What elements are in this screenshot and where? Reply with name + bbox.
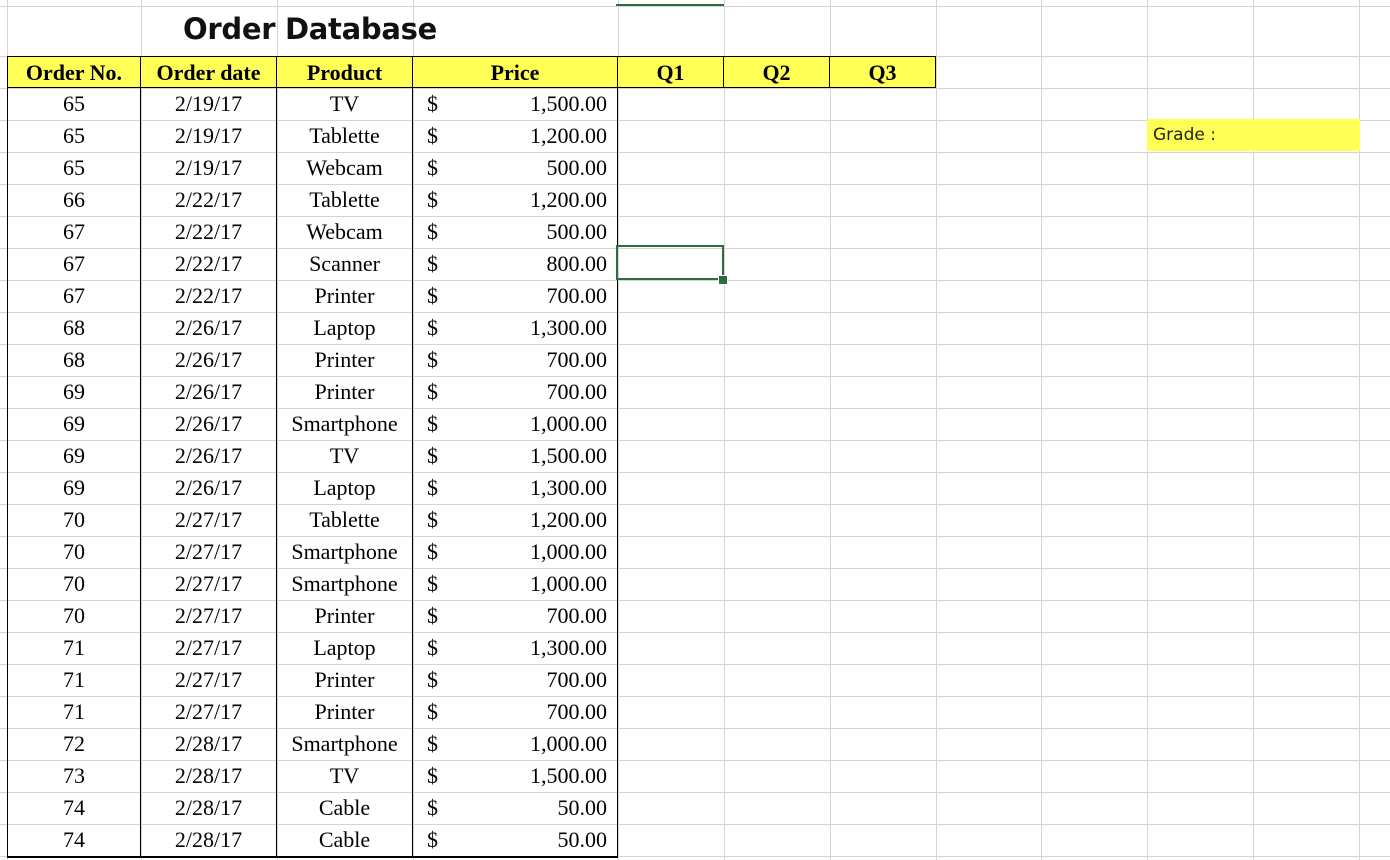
gridline-vertical [724, 0, 725, 860]
cell-product[interactable]: Smartphone [277, 728, 413, 760]
cell-order-no[interactable]: 72 [7, 728, 141, 760]
cell-order-no[interactable]: 66 [7, 184, 141, 216]
cell-order-no[interactable]: 65 [7, 152, 141, 184]
cell-order-date[interactable]: 2/28/17 [141, 792, 277, 824]
cell-currency[interactable]: $ [427, 315, 438, 340]
cell-order-no[interactable]: 70 [7, 504, 141, 536]
cell-price[interactable]: 700.00 [473, 280, 618, 312]
cell-order-no[interactable]: 71 [7, 664, 141, 696]
header-order-no[interactable]: Order No. [7, 56, 141, 88]
cell-currency[interactable]: $ [427, 731, 438, 756]
cell-currency[interactable]: $ [427, 571, 438, 596]
header-q1[interactable]: Q1 [618, 56, 724, 88]
cell-currency[interactable]: $ [427, 667, 438, 692]
cell-product[interactable]: TV [277, 88, 413, 120]
cell-order-date[interactable]: 2/19/17 [141, 88, 277, 120]
cell-order-date[interactable]: 2/27/17 [141, 632, 277, 664]
header-q3[interactable]: Q3 [830, 56, 936, 88]
cell-price[interactable]: 1,500.00 [473, 760, 618, 792]
cell-product[interactable]: Smartphone [277, 536, 413, 568]
cell-order-no[interactable]: 68 [7, 344, 141, 376]
cell-product[interactable]: Tablette [277, 184, 413, 216]
cell-currency[interactable]: $ [427, 507, 438, 532]
cell-order-date[interactable]: 2/22/17 [141, 280, 277, 312]
cell-order-no[interactable]: 70 [7, 600, 141, 632]
cell-price[interactable]: 1,000.00 [473, 568, 618, 600]
header-price[interactable]: Price [413, 56, 618, 88]
cell-price[interactable]: 1,500.00 [473, 88, 618, 120]
cell-currency[interactable]: $ [427, 763, 438, 788]
cell-order-date[interactable]: 2/26/17 [141, 408, 277, 440]
cell-order-date[interactable]: 2/27/17 [141, 568, 277, 600]
cell-order-no[interactable]: 69 [7, 472, 141, 504]
cell-currency[interactable]: $ [427, 379, 438, 404]
table-bottom-border [7, 856, 618, 858]
gridline-vertical [936, 0, 937, 860]
cell-currency[interactable]: $ [427, 475, 438, 500]
cell-product[interactable]: Laptop [277, 312, 413, 344]
cell-currency[interactable]: $ [427, 251, 438, 276]
cell-product[interactable]: Printer [277, 280, 413, 312]
cell-order-date[interactable]: 2/19/17 [141, 120, 277, 152]
cell-product[interactable]: Printer [277, 344, 413, 376]
cell-price[interactable]: 700.00 [473, 664, 618, 696]
cell-currency[interactable]: $ [427, 635, 438, 660]
cell-order-date[interactable]: 2/27/17 [141, 504, 277, 536]
header-product[interactable]: Product [277, 56, 413, 88]
cell-order-no[interactable]: 74 [7, 824, 141, 856]
cell-order-no[interactable]: 74 [7, 792, 141, 824]
cell-order-date[interactable]: 2/28/17 [141, 728, 277, 760]
cell-currency[interactable]: $ [427, 539, 438, 564]
cell-product[interactable]: Printer [277, 600, 413, 632]
cell-order-no[interactable]: 67 [7, 248, 141, 280]
cell-product[interactable]: Printer [277, 696, 413, 728]
cell-order-no[interactable]: 69 [7, 408, 141, 440]
cell-order-date[interactable]: 2/28/17 [141, 824, 277, 856]
cell-price[interactable]: 500.00 [473, 152, 618, 184]
cell-price[interactable]: 500.00 [473, 216, 618, 248]
cell-currency[interactable]: $ [427, 795, 438, 820]
cell-currency[interactable]: $ [427, 123, 438, 148]
cell-currency[interactable]: $ [427, 443, 438, 468]
cell-order-date[interactable]: 2/22/17 [141, 216, 277, 248]
cell-price[interactable]: 700.00 [473, 696, 618, 728]
fill-handle[interactable] [718, 275, 728, 285]
cell-order-no[interactable]: 70 [7, 536, 141, 568]
cell-product[interactable]: Tablette [277, 504, 413, 536]
cell-price[interactable]: 700.00 [473, 376, 618, 408]
cell-order-date[interactable]: 2/26/17 [141, 312, 277, 344]
cell-currency[interactable]: $ [427, 219, 438, 244]
cell-order-date[interactable]: 2/22/17 [141, 248, 277, 280]
cell-order-no[interactable]: 67 [7, 216, 141, 248]
cell-order-date[interactable]: 2/27/17 [141, 600, 277, 632]
cell-order-date[interactable]: 2/19/17 [141, 152, 277, 184]
cell-order-date[interactable]: 2/26/17 [141, 440, 277, 472]
cell-order-date[interactable]: 2/27/17 [141, 696, 277, 728]
cell-product[interactable]: Printer [277, 664, 413, 696]
cell-order-no[interactable]: 68 [7, 312, 141, 344]
cell-product[interactable]: Webcam [277, 152, 413, 184]
active-cell-selection[interactable] [616, 245, 724, 280]
cell-product[interactable]: Smartphone [277, 568, 413, 600]
cell-currency[interactable]: $ [427, 603, 438, 628]
cell-price[interactable]: 700.00 [473, 344, 618, 376]
cell-price[interactable]: 700.00 [473, 600, 618, 632]
cell-product[interactable]: Cable [277, 824, 413, 856]
cell-product[interactable]: Cable [277, 792, 413, 824]
gridline-vertical [618, 0, 619, 860]
cell-product[interactable]: Scanner [277, 248, 413, 280]
cell-product[interactable]: Laptop [277, 472, 413, 504]
cell-product[interactable]: Printer [277, 376, 413, 408]
gridline-horizontal [0, 6, 1390, 7]
cell-product[interactable]: Tablette [277, 120, 413, 152]
cell-price[interactable]: 1,000.00 [473, 728, 618, 760]
active-column-indicator [616, 4, 724, 6]
cell-currency[interactable]: $ [427, 699, 438, 724]
cell-currency[interactable]: $ [427, 283, 438, 308]
gridline-vertical [830, 0, 831, 860]
cell-product[interactable]: Smartphone [277, 408, 413, 440]
cell-product[interactable]: Webcam [277, 216, 413, 248]
cell-order-date[interactable]: 2/26/17 [141, 376, 277, 408]
gridline-vertical [1041, 0, 1042, 860]
cell-order-no[interactable]: 73 [7, 760, 141, 792]
sheet-title: Order Database [183, 12, 437, 46]
cell-order-no[interactable]: 69 [7, 376, 141, 408]
cell-order-no[interactable]: 65 [7, 120, 141, 152]
cell-price[interactable]: 1,300.00 [473, 312, 618, 344]
cell-price[interactable]: 50.00 [473, 792, 618, 824]
cell-order-no[interactable]: 71 [7, 696, 141, 728]
cell-order-date[interactable]: 2/26/17 [141, 344, 277, 376]
grade-cell[interactable]: Grade : [1147, 119, 1360, 151]
cell-order-no[interactable]: 70 [7, 568, 141, 600]
cell-price[interactable]: 1,200.00 [473, 504, 618, 536]
cell-order-no[interactable]: 67 [7, 280, 141, 312]
cell-currency[interactable]: $ [427, 155, 438, 180]
cell-price[interactable]: 1,300.00 [473, 472, 618, 504]
cell-price[interactable]: 1,200.00 [473, 120, 618, 152]
cell-order-no[interactable]: 71 [7, 632, 141, 664]
header-q2[interactable]: Q2 [724, 56, 830, 88]
header-order-date[interactable]: Order date [141, 56, 277, 88]
cell-currency[interactable]: $ [427, 187, 438, 212]
cell-price[interactable]: 1,300.00 [473, 632, 618, 664]
cell-order-no[interactable]: 65 [7, 88, 141, 120]
cell-price[interactable]: 1,000.00 [473, 536, 618, 568]
cell-currency[interactable]: $ [427, 827, 438, 852]
cell-price[interactable]: 1,500.00 [473, 440, 618, 472]
cell-price[interactable]: 50.00 [473, 824, 618, 856]
cell-currency[interactable]: $ [427, 347, 438, 372]
cell-order-date[interactable]: 2/26/17 [141, 472, 277, 504]
cell-currency[interactable]: $ [427, 91, 438, 116]
cell-order-date[interactable]: 2/28/17 [141, 760, 277, 792]
cell-product[interactable]: TV [277, 440, 413, 472]
cell-product[interactable]: Laptop [277, 632, 413, 664]
cell-order-date[interactable]: 2/27/17 [141, 536, 277, 568]
cell-order-date[interactable]: 2/22/17 [141, 184, 277, 216]
cell-currency[interactable]: $ [427, 411, 438, 436]
cell-order-date[interactable]: 2/27/17 [141, 664, 277, 696]
cell-price[interactable]: 1,000.00 [473, 408, 618, 440]
cell-price[interactable]: 1,200.00 [473, 184, 618, 216]
cell-order-no[interactable]: 69 [7, 440, 141, 472]
cell-product[interactable]: TV [277, 760, 413, 792]
cell-price[interactable]: 800.00 [473, 248, 618, 280]
